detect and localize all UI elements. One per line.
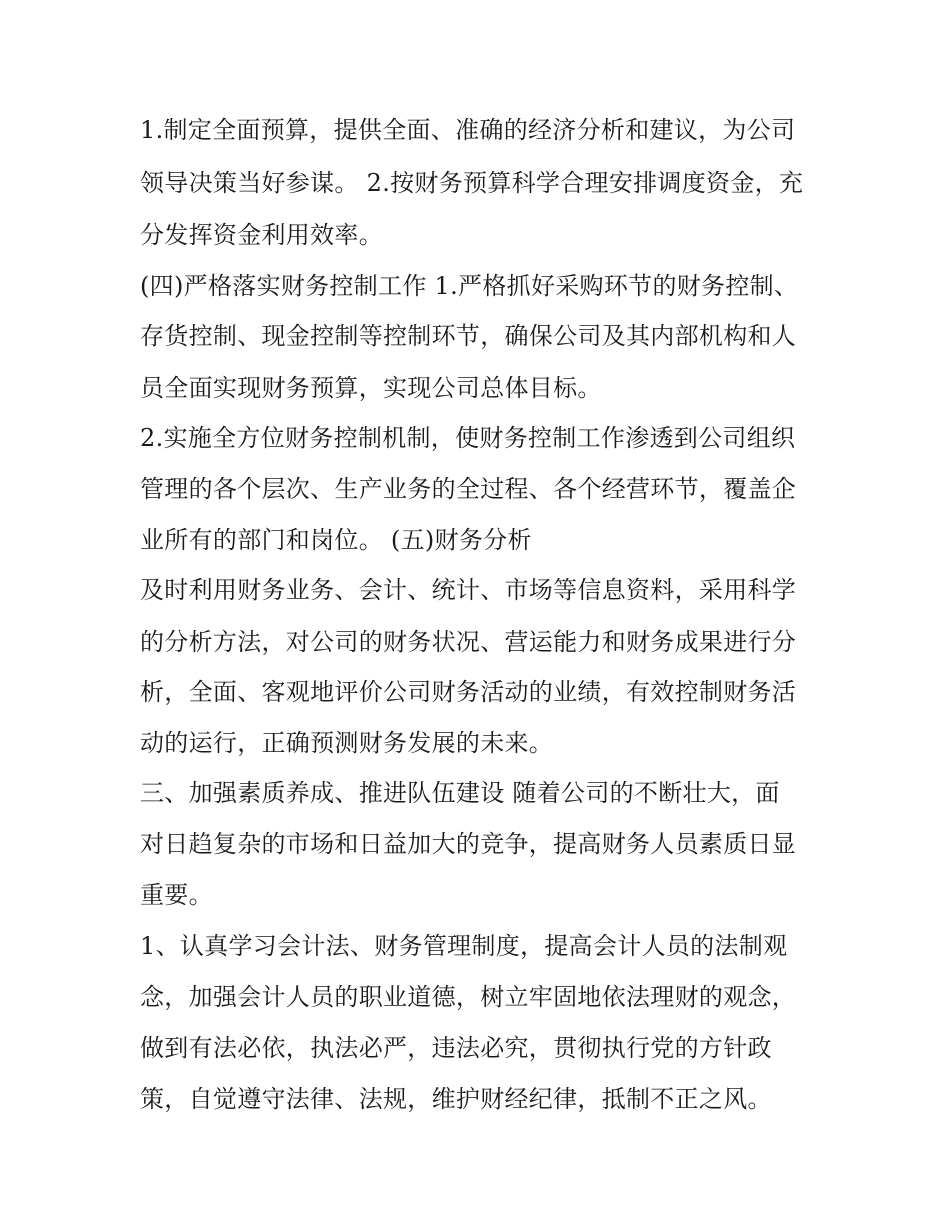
text-line-18: 念，加强会计人员的职业道德，树立牢固地依法理财的观念， bbox=[140, 983, 797, 1011]
text-line-5: 存货控制、现金控制等控制环节，确保公司及其内部机构和人 bbox=[140, 322, 797, 350]
text-line-11: 的分析方法，对公司的财务状况、营运能力和财务成果进行分 bbox=[140, 628, 797, 656]
text-line-19: 做到有法必依，执法必严，违法必究，贯彻执行党的方针政 bbox=[140, 1034, 772, 1062]
text-line-10: 及时利用财务业务、会计、统计、市场等信息资料，采用科学 bbox=[140, 576, 797, 604]
text-line-9: 业所有的部门和岗位。 (五)财务分析 bbox=[140, 526, 532, 554]
text-line-17: 1、认真学习会计法、财务管理制度，提高会计人员的法制观 bbox=[140, 932, 788, 960]
text-line-20: 策，自觉遵守法律、法规，维护财经纪律，抵制不正之风。 bbox=[140, 1085, 772, 1113]
text-line-8: 管理的各个层次、生产业务的全过程、各个经营环节，覆盖企 bbox=[140, 475, 797, 503]
text-line-4: (四)严格落实财务控制工作 1.严格抓好采购环节的财务控制、 bbox=[140, 272, 799, 300]
text-line-2: 领导决策当好参谋。 2.按财务预算科学合理安排调度资金，充 bbox=[140, 169, 804, 197]
text-line-13: 动的运行，正确预测财务发展的未来。 bbox=[140, 729, 554, 757]
text-line-3: 分发挥资金利用效率。 bbox=[140, 221, 383, 249]
text-line-1: 1.制定全面预算，提供全面、准确的经济分析和建议，为公司 bbox=[140, 116, 796, 144]
text-line-14: 三、加强素质养成、推进队伍建设 随着公司的不断壮大，面 bbox=[140, 779, 780, 807]
text-line-15: 对日趋复杂的市场和日益加大的竞争，提高财务人员素质日显 bbox=[140, 830, 797, 858]
text-line-12: 析，全面、客观地评价公司财务活动的业绩，有效控制财务活 bbox=[140, 678, 797, 706]
text-line-16: 重要。 bbox=[140, 881, 213, 909]
text-line-6: 员全面实现财务预算，实现公司总体目标。 bbox=[140, 374, 602, 402]
text-line-7: 2.实施全方位财务控制机制，使财务控制工作渗透到公司组织 bbox=[140, 424, 796, 452]
